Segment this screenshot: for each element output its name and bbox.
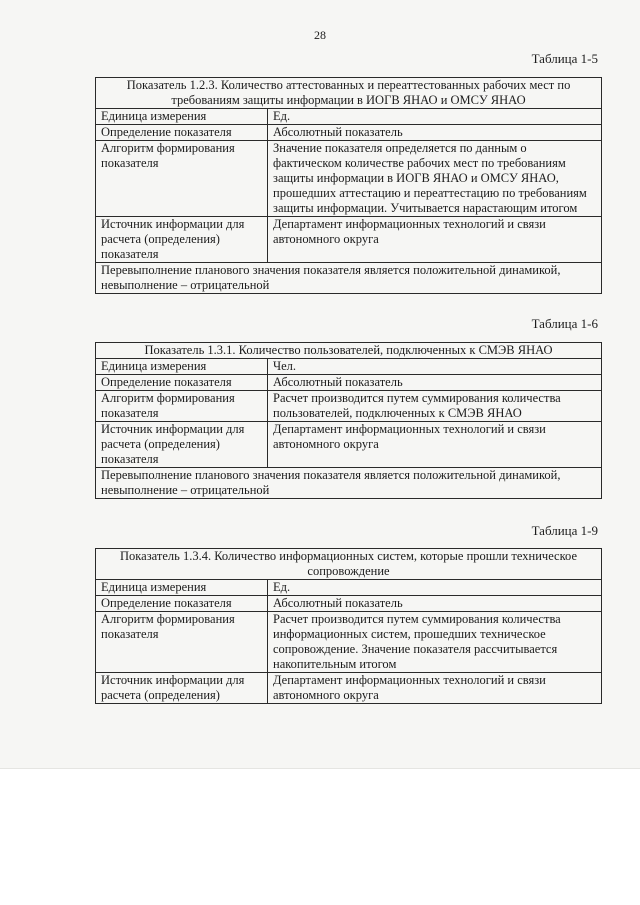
indicator-table-1-9 xyxy=(95,548,602,704)
row-label: Алгоритм формирования показателя xyxy=(96,612,268,673)
row-label: Определение показателя xyxy=(96,596,268,612)
table-header-row xyxy=(96,78,602,109)
row-value: Департамент информационных технологий и связи автономного округа xyxy=(268,673,602,704)
row-value: Абсолютный показатель xyxy=(268,375,602,391)
indicator-table-1-6 xyxy=(95,342,602,499)
row-value: Департамент информационных технологий и связи автономного округа xyxy=(268,422,602,468)
table-row xyxy=(96,141,602,217)
table-row xyxy=(96,375,602,391)
table-row xyxy=(96,109,602,125)
table-row xyxy=(96,359,602,375)
row-value: Ед. xyxy=(268,580,602,596)
table-caption: Таблица 1-6 xyxy=(531,316,598,331)
row-value: Ед. xyxy=(268,109,602,125)
row-value: Расчет производится путем суммирования количества информационных систем, прошедших техническое сопровождение. Значение показателя рассчитывается накопительным итогом xyxy=(268,612,602,673)
table-footer-note: Перевыполнение планового значения показателя является положительной динамикой, невыполнение – отрицательной xyxy=(96,468,602,499)
table-header-row xyxy=(96,549,602,580)
indicator-title: Показатель 1.3.4. Количество информационных систем, которые прошли техническое сопровождение xyxy=(96,549,602,580)
row-label: Алгоритм формирования показателя xyxy=(96,141,268,217)
row-label: Источник информации для расчета (определения) xyxy=(96,673,268,704)
table-row xyxy=(96,217,602,263)
row-label: Определение показателя xyxy=(96,375,268,391)
row-value: Чел. xyxy=(268,359,602,375)
row-label: Алгоритм формирования показателя xyxy=(96,391,268,422)
table-caption: Таблица 1-9 xyxy=(531,523,598,538)
indicator-title: Показатель 1.3.1. Количество пользователей, подключенных к СМЭВ ЯНАО xyxy=(96,343,602,359)
table-footer-row xyxy=(96,468,602,499)
table-row xyxy=(96,580,602,596)
row-label: Источник информации для расчета (определения) показателя xyxy=(96,217,268,263)
table-header-row xyxy=(96,343,602,359)
indicator-table-1-5 xyxy=(95,77,602,294)
page-number: 28 xyxy=(314,28,326,42)
row-label: Единица измерения xyxy=(96,359,268,375)
row-label: Источник информации для расчета (определения) показателя xyxy=(96,422,268,468)
table-row xyxy=(96,673,602,704)
row-label: Единица измерения xyxy=(96,580,268,596)
row-value: Департамент информационных технологий и связи автономного округа xyxy=(268,217,602,263)
table-footer-note: Перевыполнение планового значения показателя является положительной динамикой, невыполнение – отрицательной xyxy=(96,263,602,294)
table-footer-row xyxy=(96,263,602,294)
table-row xyxy=(96,125,602,141)
row-value: Абсолютный показатель xyxy=(268,596,602,612)
table-row xyxy=(96,612,602,673)
table-caption: Таблица 1-5 xyxy=(531,51,598,66)
row-value: Абсолютный показатель xyxy=(268,125,602,141)
table-row xyxy=(96,596,602,612)
row-value: Значение показателя определяется по данным о фактическом количестве рабочих мест по требованиям защиты информации в ИОГВ ЯНАО и ОМСУ ЯНАО, прошедших аттестацию и переаттестацию по требованиям защиты информации. Учитывается нарастающим итогом xyxy=(268,141,602,217)
table-row xyxy=(96,391,602,422)
row-label: Единица измерения xyxy=(96,109,268,125)
row-value: Расчет производится путем суммирования количества пользователей, подключенных к СМЭВ ЯНАО xyxy=(268,391,602,422)
table-row xyxy=(96,422,602,468)
row-label: Определение показателя xyxy=(96,125,268,141)
indicator-title: Показатель 1.2.3. Количество аттестованных и переаттестованных рабочих мест по требованиям защиты информации в ИОГВ ЯНАО и ОМСУ ЯНАО xyxy=(96,78,602,109)
